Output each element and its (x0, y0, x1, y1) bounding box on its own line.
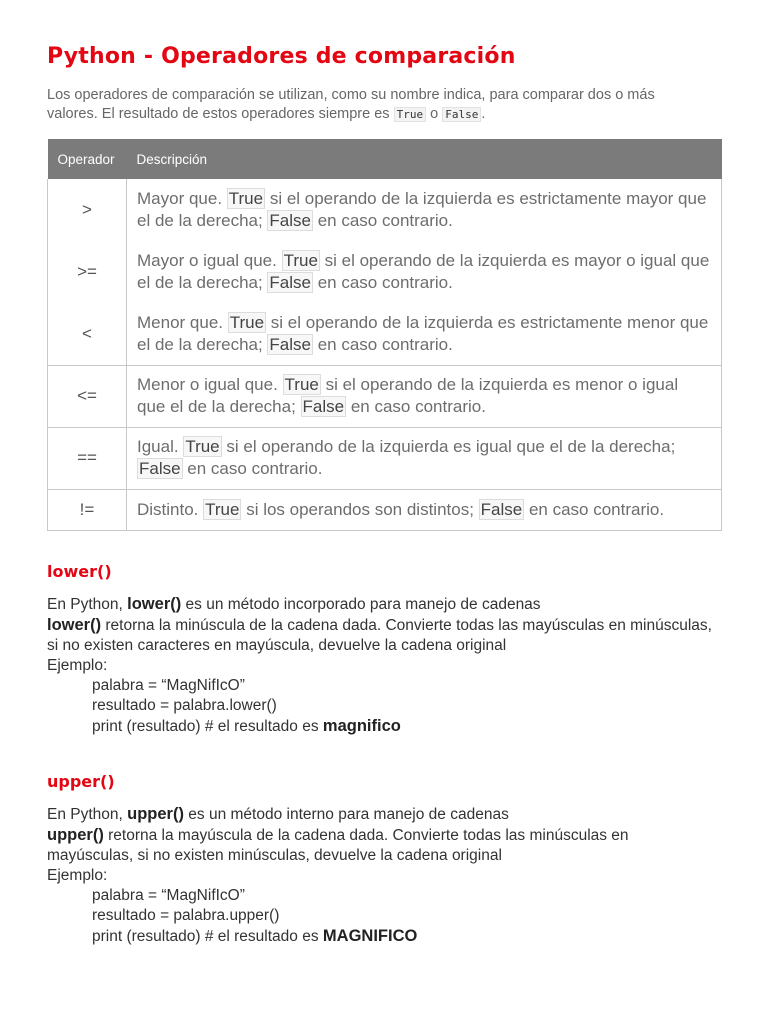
code-example-line: print (resultado) # el resultado es MAGNIFICO (92, 927, 418, 945)
header-descripcion: Descripción (127, 139, 722, 179)
table-header-row (48, 139, 722, 179)
operator-cell: >= (48, 241, 127, 303)
description-cell: Distinto. True si los operandos son distintos; False en caso contrario. (127, 489, 722, 530)
false-code: False (442, 107, 481, 122)
upper-section: En Python, upper() es un método interno para manejo de cadenas upper() retorna la mayúscula de la cadena dada. Convierte todas las minúsculas en mayúsculas, si no existen minúsculas, devuelve la cadena original Ejemplo: palabra = “MagNifIcO” resultado = palabra.upper() print (resultado) # el resultado es MAGNIFICO (47, 804, 717, 947)
operator-cell: != (48, 489, 127, 530)
code-example-line: palabra = “MagNifIcO” (92, 887, 245, 904)
true-code: True (394, 107, 427, 122)
table-row (48, 365, 722, 427)
table-row (48, 179, 722, 241)
page-title: Python - Operadores de comparación (47, 44, 516, 69)
upper-heading: upper() (47, 772, 115, 791)
header-operador: Operador (48, 139, 127, 179)
operator-cell: == (48, 427, 127, 489)
code-example-line: resultado = palabra.lower() (92, 697, 277, 714)
operator-cell: > (48, 179, 127, 241)
table-row (48, 427, 722, 489)
lower-section: En Python, lower() es un método incorporado para manejo de cadenas lower() retorna la minúscula de la cadena dada. Convierte todas las mayúsculas en minúsculas, si no existen caracteres en mayúscula, devuelve la cadena original Ejemplo: palabra = “MagNifIcO” resultado = palabra.lower() print (resultado) # el resultado es magnifico (47, 594, 717, 737)
table-row (48, 489, 722, 530)
description-cell: Mayor que. True si el operando de la izquierda es estrictamente mayor que el de la derecha; False en caso contrario. (127, 179, 722, 241)
description-cell: Menor o igual que. True si el operando de la izquierda es menor o igual que el de la derecha; False en caso contrario. (127, 365, 722, 427)
lower-heading: lower() (47, 562, 112, 581)
description-cell: Menor que. True si el operando de la izquierda es estrictamente menor que el de la derecha; False en caso contrario. (127, 303, 722, 365)
code-example-line: print (resultado) # el resultado es magnifico (92, 717, 401, 735)
code-example-line: palabra = “MagNifIcO” (92, 677, 245, 694)
operator-cell: < (48, 303, 127, 365)
intro-paragraph: Los operadores de comparación se utilizan, como su nombre indica, para comparar dos o más valores. El resultado de estos operadores siempre es True o False . (47, 87, 655, 122)
operators-table (47, 139, 722, 531)
code-example-line: resultado = palabra.upper() (92, 907, 280, 924)
description-cell: Mayor o igual que. True si el operando de la izquierda es mayor o igual que el de la derecha; False en caso contrario. (127, 241, 722, 303)
table-row (48, 303, 722, 365)
operator-cell: <= (48, 365, 127, 427)
description-cell: Igual. True si el operando de la izquierda es igual que el de la derecha; False en caso contrario. (127, 427, 722, 489)
table-row (48, 241, 722, 303)
